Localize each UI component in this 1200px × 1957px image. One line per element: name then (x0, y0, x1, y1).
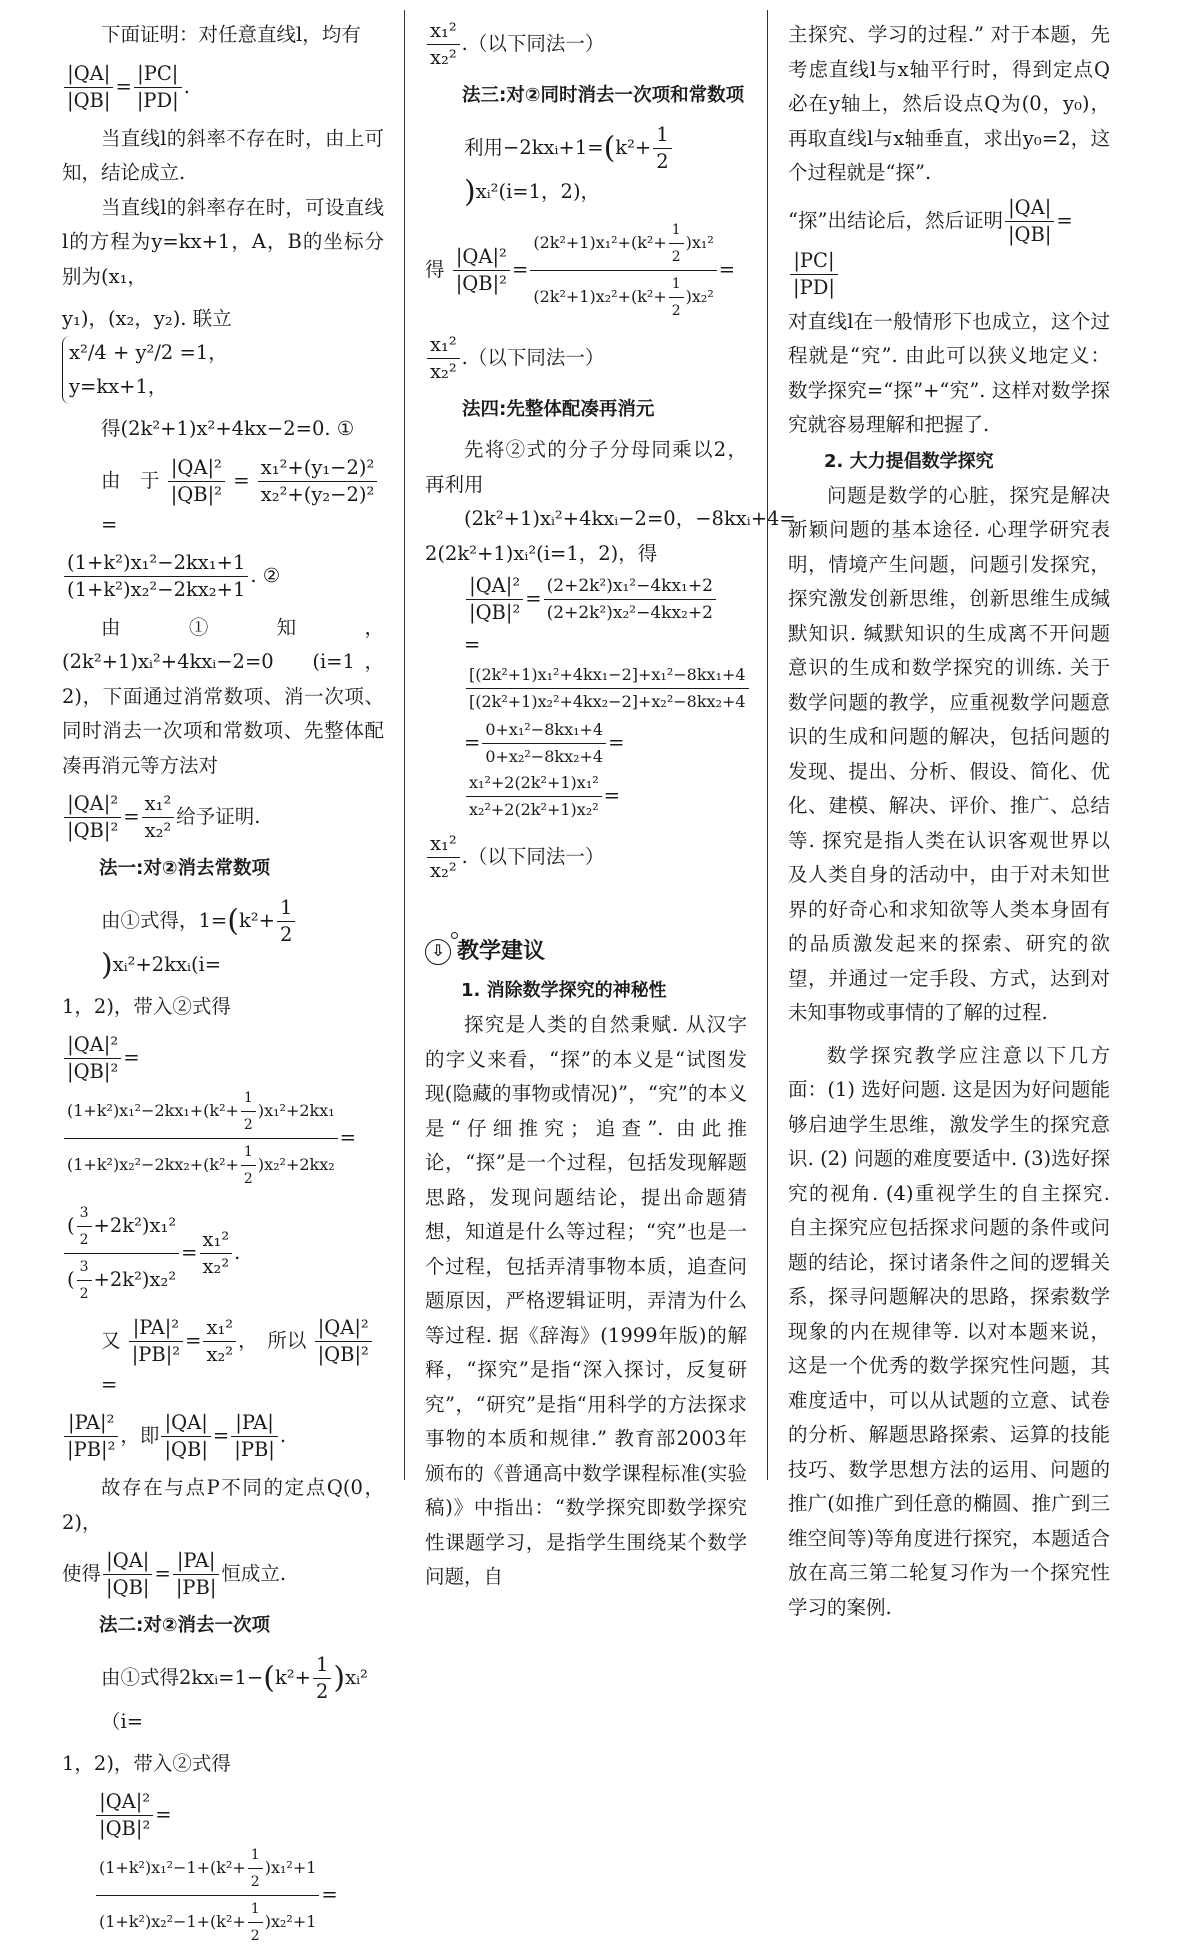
text: (2k²+1)x₁²+ (533, 232, 631, 252)
text: 得 (425, 257, 445, 281)
fraction (173, 1548, 220, 1601)
equals: = (233, 468, 250, 492)
denominator: 0+x₂²−8kx₂+4 (485, 747, 604, 766)
formula: $\frac{\text{|PA|²}}{\text{|PB|²}}$ ，即 $\frac{|QA|}{|QB|}$ = $\frac{|PA|}{|PB|}$ . (62, 1410, 384, 1463)
fraction (427, 18, 460, 71)
text: (1+k²)x₂²−1+ (99, 1912, 211, 1931)
text: k²+ (216, 1912, 246, 1931)
fraction (530, 217, 716, 324)
fraction (669, 217, 684, 270)
text: 由①式得，1= (101, 908, 228, 932)
numerator: |PA|² (129, 1315, 183, 1342)
paren: ( (227, 903, 239, 938)
denominator: (2+2k²)x₂²−4kx₂+2 (546, 603, 713, 623)
numerator (64, 1085, 338, 1139)
numerator: x₁² (427, 18, 460, 45)
denominator: x₂² (206, 1343, 234, 1366)
equals: = (339, 1126, 357, 1149)
numerator: |QA|² (168, 455, 225, 482)
text: y₁)，(x₂，y₂). 联立 (62, 307, 232, 330)
numerator: |QA| (161, 1410, 210, 1437)
fraction (77, 1200, 92, 1253)
numerator: 1 (669, 271, 684, 298)
subheading: 1. 消除数学探究的神秘性 (461, 980, 667, 1001)
fraction (129, 1315, 183, 1368)
fraction (64, 1200, 179, 1307)
formula (62, 1315, 384, 1402)
paragraph: 1，2)，带入②式得 (62, 994, 231, 1018)
denominator: 2 (250, 1874, 260, 1890)
text: k²+ (209, 1155, 239, 1174)
text: 给予证明. (176, 805, 261, 828)
fraction (64, 791, 121, 844)
text: .（以下同法一） (461, 32, 605, 55)
fraction (790, 248, 838, 301)
method-heading: 法一:对②消去常数项 (99, 858, 271, 879)
paren: ( (263, 1660, 275, 1695)
text: x₂²+1 (270, 1912, 317, 1931)
formula (425, 18, 747, 71)
fraction (168, 455, 225, 508)
numerator: [(2k²+1)x₁²+4kx₁−2]+x₁²−8kx₁+4 (466, 662, 749, 689)
fraction (248, 1896, 263, 1949)
numerator: (2+2k²)x₁²−4kx₁+2 (544, 573, 716, 600)
equals: = (101, 512, 118, 536)
equals: = (123, 805, 140, 828)
numerator: |QA|² (453, 244, 510, 271)
formula (62, 455, 384, 542)
paren: ( (210, 1912, 217, 1931)
numerator: |QA|² (315, 1315, 372, 1342)
paren: ( (603, 130, 616, 165)
text: xᵢ²(i=1，2)， (475, 179, 601, 203)
text: 利用−2kxᵢ+1= (464, 135, 604, 159)
denominator: x₂² (144, 819, 172, 842)
denominator: |PB| (175, 1576, 217, 1599)
column-right (788, 18, 1110, 1625)
fraction (482, 717, 606, 770)
paren: ) (101, 947, 113, 982)
denominator: |QB| (106, 1576, 150, 1599)
formula (425, 628, 747, 715)
numerator: 1 (669, 217, 684, 244)
formula (425, 717, 747, 823)
equals: = (608, 731, 625, 754)
denominator: 2 (315, 1679, 329, 1703)
numerator: |QA|² (64, 791, 121, 818)
equals: = (155, 1803, 172, 1826)
formula (62, 895, 384, 982)
fraction (134, 61, 182, 114)
equals: = (525, 587, 542, 610)
text: k²+ (637, 286, 667, 306)
denominator: x₂² (430, 859, 457, 882)
denominator: |QB|² (317, 1343, 369, 1366)
formula (425, 217, 747, 324)
denominator: |QB| (164, 1438, 208, 1461)
formula (62, 791, 384, 844)
fraction (466, 770, 602, 823)
equals: = (185, 1329, 202, 1352)
paragraph: 数学探究教学应注意以下几方面：(1) 选好问题. 这是因为好问题能够启迪学生思维，激发学生的探究意识. (2) 问题的难度要适中. (3)选好探究的视角. (4)重视学生的自主探究. 自主探究应包括探求问题的条件或问题的结论，探讨诸条件之间的逻辑关系，探寻问题解决的思路，探索数学现象的内在规律等. 以对本题来说，这是一个优秀的数学探究性问题，其难度适中，可以从试题的立意、试卷的分析、解题思路探索、运算的技能技巧、数学思想方法的运用、问题的推广(如推广到任意的椭圆、推广到三维空间等)等角度进行探究，本题适合放在高三第二轮复习作为一个探究性学习的案例. (788, 1043, 1110, 1619)
fraction (142, 791, 175, 844)
text: (1+k²)x₂²−2kx₂+ (67, 1155, 204, 1174)
formula-system (62, 302, 384, 404)
numerator: 1 (248, 1842, 263, 1869)
formula (425, 573, 747, 626)
paren: ) (257, 1101, 265, 1120)
equals: = (123, 1046, 140, 1069)
fraction (466, 573, 523, 626)
paren: ) (464, 174, 476, 209)
fraction (669, 271, 684, 324)
fraction (200, 1227, 233, 1280)
denominator: 2 (250, 1928, 260, 1944)
text: xᵢ²+2kxᵢ(i= (112, 952, 222, 976)
denominator (64, 1254, 179, 1307)
text: xᵢ²（i= (101, 1665, 368, 1733)
paragraph: 探究是人类的自然秉赋. 从汉字的字义来看，“探”的本义是“试图发现(隐藏的事物或情况)”，“究”的本义是“仔细推究；追查”. 由此推论，“探”是一个过程，包括发现解题思路，发现问题结论，提出命题猜想，知道是什么等过程；“究”也是一个过程，包括弄清事物本质，追查问题原因，严格逻辑证明，弄清为什么等过程. 据《辞海》(1999年版)的解释，“探究”是指“深入探讨，反复研究”，“研究”是指“用科学的方法探求事物的本质和规律.” 教育部2003年颁布的《普通高中数学课程标准(实验稿)》中指出：“数学探究即数学探究性课题学习，是指学生围绕某个数学问题，自 (425, 1013, 747, 1588)
denominator: 2 (79, 1286, 89, 1302)
fraction (466, 662, 749, 715)
paren: ) (264, 1858, 271, 1877)
numerator: (1+k²)x₁²−2kx₁+1 (64, 550, 248, 577)
text: +2k² (93, 1214, 142, 1237)
paren: ( (203, 1101, 210, 1120)
text: k²+ (615, 135, 652, 159)
fraction (277, 895, 295, 948)
text: +2k² (93, 1268, 142, 1291)
subheading: 2. 大力提倡数学探究 (824, 450, 994, 472)
numerator: 1 (248, 1896, 263, 1923)
numerator: 1 (313, 1652, 331, 1679)
fraction (64, 550, 248, 603)
text: (2k²+1)x₂²+ (533, 286, 631, 306)
fraction (64, 61, 113, 114)
denominator: x₂² (430, 359, 457, 383)
section-heading (425, 932, 747, 972)
numerator: 3 (77, 1254, 92, 1281)
denominator: [(2k²+1)x₂²+4kx₂−2]+x₂²−8kx₂+4 (469, 692, 746, 711)
text: ，即 (120, 1424, 160, 1447)
paragraph: 对直线l在一般情形下也成立，这个过程就是“究”. 由此可以狭义地定义：数学探究=“探”+“究”. 这样对数学探究就容易理解和把握了. (788, 309, 1110, 436)
text: k²+ (274, 1665, 311, 1689)
down-arrow-circle-icon: ⇩ (425, 939, 451, 965)
numerator: x₁²+2(2k²+1)x₁² (466, 770, 602, 797)
fraction (241, 1085, 256, 1138)
text: k²+ (216, 1858, 246, 1877)
paren: ( (67, 1268, 75, 1291)
denominator: 2 (243, 1171, 253, 1187)
denominator: 2 (656, 149, 669, 173)
paren: ) (333, 1660, 346, 1695)
numerator (530, 217, 716, 271)
paragraph: 故存在与点P不同的定点Q(0，2)， (62, 1476, 384, 1534)
equals: = (512, 257, 529, 281)
fraction (241, 1139, 256, 1192)
denominator: 2 (671, 302, 681, 319)
equals: = (464, 633, 481, 656)
equals: = (464, 731, 481, 754)
denominator: 2 (79, 1232, 89, 1248)
text: 使得 (62, 1562, 102, 1585)
denominator: |QB|² (170, 482, 222, 506)
text: x₁²+1 (270, 1858, 317, 1877)
paren: ) (685, 232, 692, 252)
paragraph: 1，2)，带入②式得 (62, 1751, 231, 1775)
numerator: x₁² (427, 831, 460, 858)
method-heading: 法四:先整体配凑再消元 (462, 398, 655, 420)
denominator: |QB|² (99, 1817, 151, 1840)
equals: = (154, 1562, 171, 1585)
paragraph: 下面证明：对任意直线l，均有 (101, 23, 361, 46)
numerator: 0+x₁²−8kx₁+4 (482, 717, 606, 744)
text: x₂²+2kx₂ (264, 1155, 335, 1174)
denominator (530, 271, 716, 324)
column-divider (767, 10, 768, 1480)
paragraph: 当直线l的斜率不存在时，由上可知，结论成立. (62, 126, 384, 184)
numerator: x₁² (142, 791, 175, 818)
equals: = (603, 784, 620, 807)
text: . ② (250, 563, 281, 587)
formula (62, 1652, 384, 1739)
equals: = (181, 1241, 198, 1264)
fraction (453, 244, 510, 297)
denominator: |QB|² (455, 271, 507, 295)
denominator: x₂²+(y₂−2)² (260, 482, 375, 506)
numerator (96, 1842, 319, 1896)
denominator (64, 1139, 338, 1192)
text: x₂² (149, 1268, 177, 1291)
method-heading: 法三:对②同时消去一次项和常数项 (462, 85, 745, 106)
fraction (427, 332, 460, 385)
denominator: x₂² (202, 1255, 230, 1278)
formula (425, 831, 747, 884)
paragraph: 2(2k²+1)xᵢ²(i=1，2)，得 (425, 541, 658, 565)
fraction (64, 1085, 338, 1192)
numerator: |PA|² (64, 1410, 118, 1437)
fraction (64, 1032, 121, 1085)
text: (1+k²)x₁²−1+ (99, 1858, 211, 1877)
text: ， 所以 (238, 1329, 307, 1352)
numerator: 1 (653, 122, 671, 149)
equals: = (321, 1883, 338, 1906)
fraction (231, 1410, 278, 1463)
text: 由 于 (101, 468, 160, 492)
numerator: x₁² (200, 1227, 233, 1254)
equals: = (212, 1424, 230, 1447)
denominator: 2 (279, 922, 293, 946)
fraction (64, 1410, 118, 1463)
formula: ( $\frac{3}{2}$ +2k²)x₁² ( $\frac{3}{2}$ +2k²)x₂² = $\frac{\text{x₁²}}{\text{x₂²}}$ . (62, 1200, 384, 1307)
formula (62, 61, 384, 114)
paren: ( (67, 1214, 75, 1237)
numerator: 1 (241, 1139, 256, 1166)
denominator: |PD| (136, 88, 179, 112)
fraction (427, 831, 460, 884)
equation-1: 得(2k²+1)x²+4kx−2=0. ① (101, 417, 355, 440)
numerator (64, 1200, 179, 1254)
text: x₁² (149, 1214, 177, 1237)
numerator: |QA| (64, 61, 113, 88)
paren: ( (630, 232, 638, 252)
fraction (161, 1410, 210, 1463)
section-title: 教学建议 (457, 939, 546, 964)
paren: ) (141, 1268, 150, 1291)
text: x₁² (691, 232, 714, 252)
equals: = (718, 257, 736, 281)
paren: ( (210, 1858, 217, 1877)
denominator: 2 (671, 248, 681, 265)
paragraph: 当直线l的斜率存在时，可设直线l的方程为y=kx+1，A，B的坐标分别为(x₁， (62, 195, 384, 288)
numerator: x₁² (203, 1315, 236, 1342)
numerator: |PA| (173, 1548, 220, 1575)
numerator: |PC| (134, 61, 182, 88)
text: 由①式得2kxᵢ=1− (101, 1665, 264, 1689)
column-middle (425, 18, 796, 1595)
formula (62, 550, 384, 603)
column-divider (404, 10, 405, 1480)
column-left (62, 18, 384, 1957)
paragraph: (2k²+1)xᵢ²+4kxᵢ−2=0，−8kxᵢ+4= (464, 507, 796, 530)
fraction (103, 1548, 152, 1601)
formula (425, 122, 747, 209)
fraction (313, 1652, 331, 1705)
numerator: 1 (277, 895, 295, 922)
formula (62, 1789, 384, 1949)
denominator: |PB|² (131, 1343, 181, 1366)
paragraph: 先将②式的分子分母同乘以2，再利用 (425, 438, 747, 496)
paren: ( (630, 286, 638, 306)
numerator: |PA| (231, 1410, 278, 1437)
paragraph: 问题是数学的心脏，探究是解决新颖问题的基本途径. 心理学研究表明，情境产生问题，问题引发探究，探究激发创新思维，创新思维生成缄默知识. 缄默知识的生成离不开问题意识的生成和数学探究的训练. 关于数学问题的教学，应重视数学问题意识的生成和问题的解决，包括问题的发现、提出、分析、假设、简化、优化、建模、解决、评价、推广、总结等. 探究是指人类在认识客观世界以及人类自身的活动中，由于对未知世界的好奇心和求知欲等人类本身固有的品质激发起来的探索、研究的欲望，并通过一定手段、方式，达到对未知事物或事情的了解的过程. (788, 483, 1110, 1024)
equals: = (101, 1373, 118, 1396)
numerator: |QA| (103, 1548, 152, 1575)
denominator: |PB| (234, 1438, 275, 1461)
denominator: |QB|² (469, 601, 521, 624)
denominator: |PD| (793, 275, 835, 299)
numerator: x₁²+(y₁−2)² (258, 455, 378, 482)
paren: ) (685, 286, 692, 306)
text: x₂² (691, 286, 714, 306)
numerator: 1 (241, 1085, 256, 1112)
denominator: x₂² (430, 46, 457, 69)
fraction (544, 573, 716, 626)
numerator: |QA|² (466, 573, 523, 600)
text: x₁²+2kx₁ (264, 1101, 335, 1120)
method-heading: 法二:对②消去一次项 (99, 1615, 271, 1636)
fraction (96, 1842, 319, 1949)
text: . (183, 74, 190, 98)
fraction (203, 1315, 236, 1368)
denominator (96, 1896, 319, 1949)
fraction (653, 122, 671, 175)
system-line: y=kx+1， (69, 375, 168, 398)
denominator: x₂²+2(2k²+1)x₂² (469, 800, 599, 819)
text: .（以下同法一） (461, 845, 605, 868)
text: k²+ (209, 1101, 239, 1120)
text: 恒成立. (221, 1562, 287, 1585)
numerator: x₁² (427, 332, 460, 359)
paren: ) (257, 1155, 265, 1174)
fraction (248, 1842, 263, 1895)
denominator: 2 (243, 1117, 253, 1133)
numerator: 3 (77, 1200, 92, 1227)
text: .（以下同法一） (461, 345, 605, 369)
numerator: |QA|² (96, 1789, 153, 1816)
formula (788, 195, 1110, 301)
denominator: |QB| (1007, 222, 1052, 246)
denominator: |PB|² (67, 1438, 116, 1461)
fraction (77, 1254, 92, 1307)
text: “探”出结论后，然后证明 (788, 208, 1003, 232)
formula (425, 332, 747, 385)
denominator: |QB| (67, 88, 111, 112)
numerator: |PC| (790, 248, 838, 275)
fraction (1005, 195, 1054, 248)
text: (1+k²)x₁²−2kx₁+ (67, 1101, 204, 1120)
denominator: (1+k²)x₂²−2kx₂+1 (67, 577, 246, 601)
fraction (96, 1789, 153, 1842)
paren: ( (203, 1155, 210, 1174)
paren: ) (264, 1912, 271, 1931)
text: k²+ (637, 232, 667, 252)
equals: = (1056, 208, 1073, 232)
equals: = (115, 74, 132, 98)
fraction (315, 1315, 372, 1368)
equation-system (62, 336, 228, 404)
formula (62, 1548, 384, 1601)
paren: ) (141, 1214, 150, 1237)
system-line: x²/4 + y²/2 =1， (69, 341, 228, 364)
paragraph: 主探究、学习的过程.” 对于本题，先考虑直线l与x轴平行时，得到定点Q必在y轴上，然后设点Q为(0，y₀)，再取直线l与x轴垂直，求出y₀=2，这个过程就是“探”. (788, 23, 1110, 184)
paragraph: 由①知，(2k²+1)xᵢ²+4kxᵢ−2=0 (i=1，2)，下面通过消常数项、消一次项、同时消去一次项和常数项、先整体配凑再消元等方法对 (62, 615, 384, 777)
numerator: |QA| (1005, 195, 1054, 222)
fraction (258, 455, 378, 508)
denominator: |QB|² (67, 819, 119, 842)
denominator: |QB|² (67, 1060, 119, 1083)
formula (62, 1032, 384, 1192)
text: 又 (101, 1329, 121, 1352)
text: k²+ (238, 908, 275, 932)
numerator: |QA|² (64, 1032, 121, 1059)
